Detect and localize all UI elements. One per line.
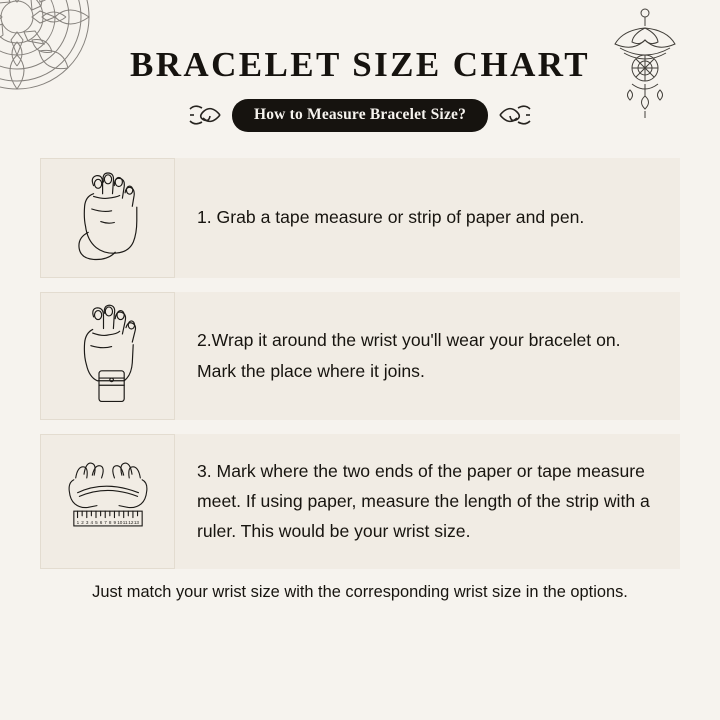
step-illustration: [40, 434, 175, 569]
flourish-right-icon: [498, 102, 532, 128]
hands-measuring-strip-with-ruler-illustration: [48, 450, 168, 552]
step-text: 3. Mark where the two ends of the paper or tape measure meet. If using paper, measure the length of the strip with a ruler. This would be your wrist size.: [197, 460, 650, 542]
list-item: [40, 434, 680, 569]
page-title: BRACELET SIZE CHART: [130, 45, 590, 84]
step-illustration: [40, 158, 175, 278]
step-text-panel: [175, 434, 680, 569]
svg-text:12: 12: [127, 520, 133, 526]
svg-text:7: 7: [103, 520, 107, 526]
list-item: [40, 292, 680, 420]
step-text-panel: [175, 158, 680, 278]
svg-text:6: 6: [99, 520, 102, 526]
svg-text:8: 8: [108, 520, 112, 526]
closed-fist-hand-illustration: [54, 168, 162, 268]
svg-text:5: 5: [94, 520, 98, 526]
footer-note: Just match your wrist size with the corresponding wrist size in the options.: [92, 582, 628, 601]
svg-text:2: 2: [80, 520, 84, 526]
svg-text:11: 11: [122, 520, 128, 526]
subtitle-badge: How to Measure Bracelet Size?: [232, 99, 488, 132]
list-item: [40, 158, 680, 278]
step-text: 1. Grab a tape measure or strip of paper and pen.: [197, 207, 585, 228]
subtitle-row: [0, 99, 720, 132]
svg-text:3: 3: [85, 520, 88, 526]
flourish-left-icon: [188, 102, 222, 128]
svg-text:13: 13: [133, 520, 139, 526]
svg-text:1: 1: [76, 520, 79, 526]
svg-text:4: 4: [89, 520, 93, 526]
svg-text:9: 9: [113, 520, 116, 526]
svg-text:10: 10: [116, 520, 122, 526]
step-illustration: [40, 292, 175, 420]
document-header: [0, 0, 720, 132]
step-text: 2.Wrap it around the wrist you'll wear your bracelet on. Mark the place where it joins.: [197, 330, 621, 381]
steps-list: [0, 158, 720, 569]
hand-with-tape-around-wrist-illustration: [54, 303, 162, 409]
step-text-panel: [175, 292, 680, 420]
